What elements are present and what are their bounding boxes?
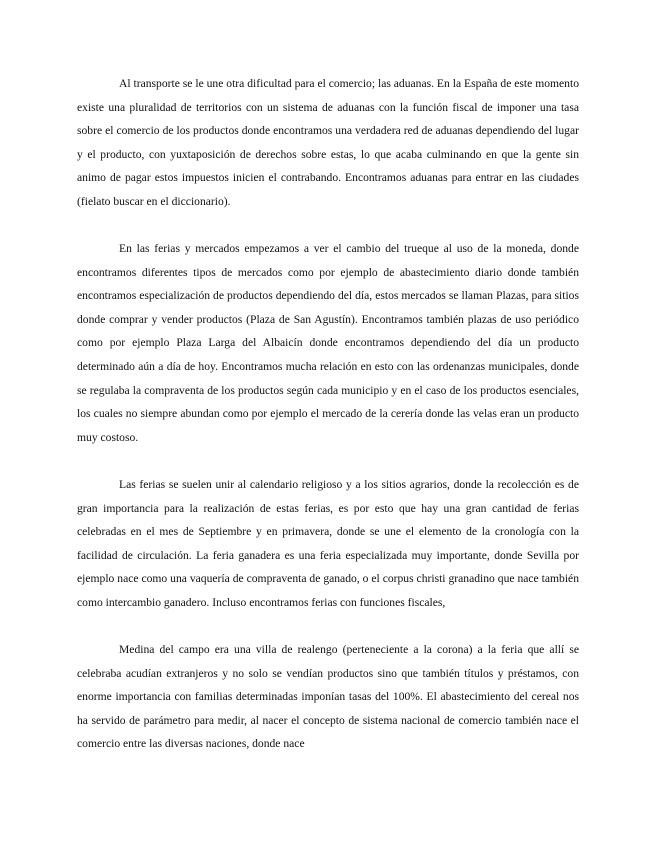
paragraph-ferias-mercados: En las ferias y mercados empezamos a ver el cambio del trueque al uso de la moneda, donde encontramos diferentes tipos de mercados como por ejemplo de abastecimiento diario donde también encontramos especialización de productos dependiendo del día, estos mercados se llaman Plazas, para sitios donde comprar y vender productos (Plaza de San Agustín). Encontramos también plazas de uso periódico como por ejemplo Plaza Larga del Albaicín donde encontramos dependiendo del día un producto determinado aún a día de hoy. Encontramos mucha relación en esto con las ordenanzas municipales, donde se regulaba la compraventa de los productos según cada municipio y en el caso de los productos esenciales, los cuales no siempre abundan como por ejemplo el mercado de la cerería donde las velas eran un producto muy costoso. xyxy=(77,242,579,444)
paragraph-medina-del-campo: Medina del campo era una villa de realengo (perteneciente a la corona) a la feria que allí se celebraba acudían extranjeros y no solo se vendían productos sino que también títulos y préstamos, con enorme importancia con familias determinadas imponían tasas del 100%. El abastecimiento del cereal nos ha servido de parámetro para medir, al nacer el concepto de sistema nacional de comercio también nace el comercio entre las diversas naciones, donde nace xyxy=(77,642,579,751)
paragraph-aduanas: Al transporte se le une otra dificultad para el comercio; las aduanas. En la España de este momento existe una pluralidad de territorios con un sistema de aduanas con la función fiscal de imponer una tasa sobre el comercio de los productos donde encontramos una verdadera red de aduanas dependiendo del lugar y el producto, con yuxtaposición de derechos sobre estas, lo que acaba culminando en que la gente sin animo de pagar estos impuestos inicien el contrabando. Encontramos aduanas para entrar en las ciudades (fielato buscar en el diccionario). xyxy=(77,77,579,208)
paragraph-calendario-religioso: Las ferias se suelen unir al calendario religioso y a los sitios agrarios, donde la recolección es de gran importancia para la realización de estas ferias, es por esto que hay una gran cantidad de ferias celebradas en el mes de Septiembre y en primavera, donde se une el elemento de la cronología con la facilidad de circulación. La feria ganadera es una feria especializada muy importante, donde Sevilla por ejemplo nace como una vaquería de compraventa de ganado, o el corpus christi granadino que nace también como intercambio ganadero. Incluso encontramos ferias con funciones fiscales, xyxy=(77,477,579,609)
document-body xyxy=(77,72,579,779)
